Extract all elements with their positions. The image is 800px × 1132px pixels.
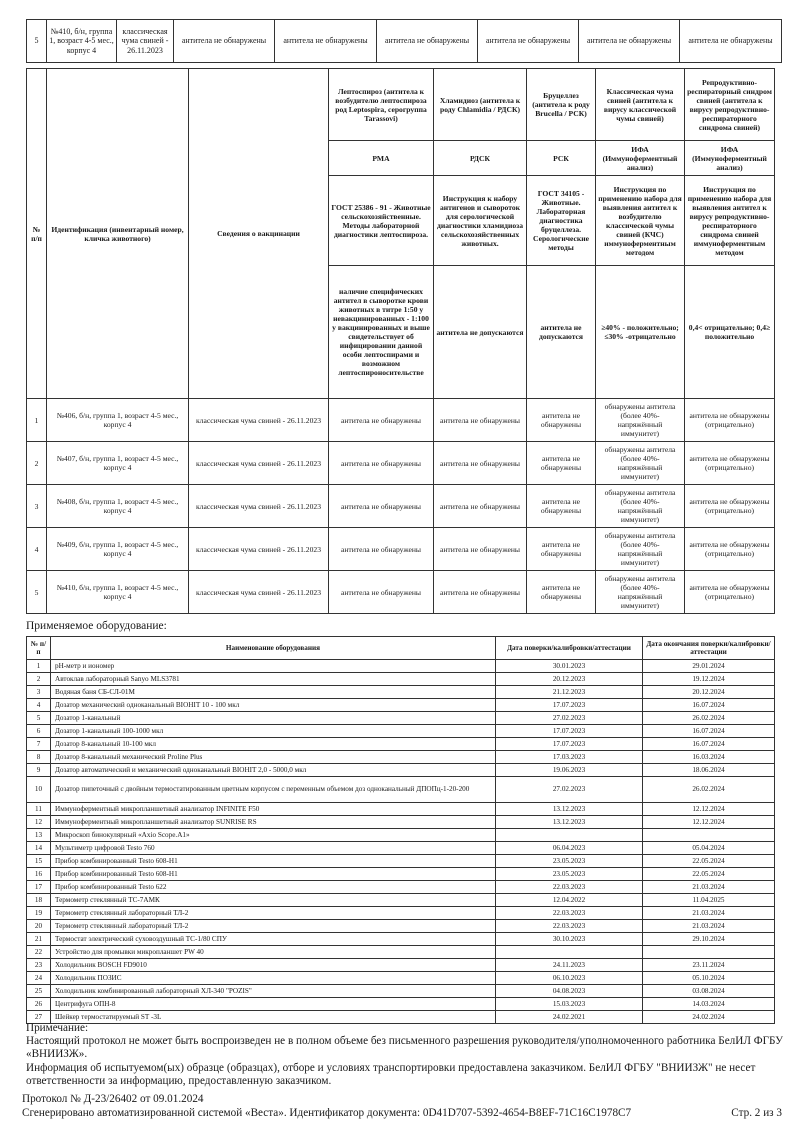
result-prrs: антитела не обнаружены (отрицательно): [685, 442, 775, 485]
date-check: 06.10.2023: [496, 972, 643, 985]
result-chlamydiosis: антитела не обнаружены: [434, 571, 527, 614]
result-csf: обнаружены антитела (более 40%- напряжённый иммунитет): [596, 485, 685, 528]
date-end: 16.07.2024: [643, 725, 775, 738]
header-equipment-name: Наименование оборудования: [51, 637, 496, 660]
table-row: [27, 855, 775, 868]
animal-id: №406, б/н, группа 1, возраст 4-5 мес., корпус 4: [47, 399, 189, 442]
vaccination-info: классическая чума свиней - 26.11.2023: [189, 528, 329, 571]
notes-section: [26, 1022, 786, 1088]
table-row: [27, 868, 775, 881]
date-end: 21.03.2024: [643, 907, 775, 920]
result-csf: обнаружены антитела (более 40%- напряжённый иммунитет): [596, 528, 685, 571]
row-number: 5: [27, 20, 47, 63]
row-number: 4: [27, 528, 47, 571]
result-brucellosis: антитела не обнаружены: [527, 442, 596, 485]
table-row: [27, 660, 775, 673]
equipment-name: Дозатор автоматический и механический одноканальный BIOHIT 2,0 - 5000,0 мкл: [51, 764, 496, 777]
animal-id: №407, б/н, группа 1, возраст 4-5 мес., корпус 4: [47, 442, 189, 485]
date-end: 22.05.2024: [643, 868, 775, 881]
row-number: 5: [27, 712, 51, 725]
result-cell: антитела не обнаружены: [174, 20, 275, 63]
equipment-table: [26, 636, 775, 1024]
result-leptospirosis: антитела не обнаружены: [329, 528, 434, 571]
result-chlamydiosis: антитела не обнаружены: [434, 485, 527, 528]
equipment-name: Дозатор 8-канальный механический Proline Plus: [51, 751, 496, 764]
table-row: [27, 751, 775, 764]
row-number: 10: [27, 777, 51, 803]
date-end: 29.01.2024: [643, 660, 775, 673]
table-row: [27, 738, 775, 751]
date-end: 14.03.2024: [643, 998, 775, 1011]
date-end: 29.10.2024: [643, 933, 775, 946]
row-number: 6: [27, 725, 51, 738]
table-row: [27, 725, 775, 738]
date-check: 23.05.2023: [496, 868, 643, 881]
table-row: [27, 528, 775, 571]
date-end: 12.12.2024: [643, 816, 775, 829]
equipment-name: Иммуноферментный микропланшетный анализатор SUNRISE RS: [51, 816, 496, 829]
row-number: 1: [27, 660, 51, 673]
animal-id: №408, б/н, группа 1, возраст 4-5 мес., корпус 4: [47, 485, 189, 528]
row-number: 21: [27, 933, 51, 946]
result-chlamydiosis: антитела не обнаружены: [434, 528, 527, 571]
result-cell: антитела не обнаружены: [478, 20, 579, 63]
header-disease: Классическая чума свиней (антитела к вирусу классической чумы свиней): [596, 69, 685, 141]
date-end: 21.03.2024: [643, 881, 775, 894]
protocol-number: Протокол № Д-23/26402 от 09.01.2024: [22, 1093, 204, 1105]
date-check: 27.02.2023: [496, 777, 643, 803]
table-row: [27, 673, 775, 686]
date-check: 24.02.2021: [496, 1011, 643, 1024]
equipment-name: Термостат электрический суховоздушный ТС-1/80 СПУ: [51, 933, 496, 946]
row-number: 18: [27, 894, 51, 907]
row-number: 1: [27, 399, 47, 442]
result-chlamydiosis: антитела не обнаружены: [434, 442, 527, 485]
date-check: 23.05.2023: [496, 855, 643, 868]
header-standard: Инструкция по применению набора для выявления антител к возбудителю классической чумы свиней (КЧС) иммуноферментным методом: [596, 176, 685, 266]
equipment-name: Холодильник BOSCH FD9010: [51, 959, 496, 972]
header-disease: Репродуктивно-респираторный синдром свиней (антитела к вирусу репродуктивно-респираторного синдрома свиней): [685, 69, 775, 141]
result-brucellosis: антитела не обнаружены: [527, 571, 596, 614]
row-number: 25: [27, 985, 51, 998]
date-end: 11.04.2025: [643, 894, 775, 907]
row-number: 22: [27, 946, 51, 959]
equipment-name: Холодильник ПОЗИС: [51, 972, 496, 985]
row-number: 15: [27, 855, 51, 868]
header-id: Идентификация (инвентарный номер, кличка животного): [47, 69, 189, 399]
table-row: [27, 829, 775, 842]
row-number: 12: [27, 816, 51, 829]
row-number: 9: [27, 764, 51, 777]
table-row: [27, 985, 775, 998]
result-chlamydiosis: антитела не обнаружены: [434, 399, 527, 442]
date-end: [643, 829, 775, 842]
date-end: 16.07.2024: [643, 738, 775, 751]
row-number: 16: [27, 868, 51, 881]
vaccination-info: классическая чума свиней - 26.11.2023: [189, 571, 329, 614]
date-end: 05.04.2024: [643, 842, 775, 855]
header-num: № п/п: [27, 69, 47, 399]
header-date-end: Дата окончания поверки/калибровки/аттестации: [643, 637, 775, 660]
equipment-name: Прибор комбинированный Testo 608-H1: [51, 855, 496, 868]
results-table: [26, 68, 775, 614]
header-disease: Бруцеллез (антитела к роду Brucella / РСК): [527, 69, 596, 141]
date-check: 20.12.2023: [496, 673, 643, 686]
equipment-header-row: [27, 637, 775, 660]
row-number: 17: [27, 881, 51, 894]
header-norm: 0,4< отрицательно; 0,4≥ положительно: [685, 266, 775, 399]
equipment-name: Устройство для промывки микропланшет PW 40: [51, 946, 496, 959]
date-end: 24.02.2024: [643, 1011, 775, 1024]
page-number: Стр. 2 из 3: [731, 1107, 782, 1119]
date-check: 22.03.2023: [496, 920, 643, 933]
header-disease: Лептоспироз (антитела к возбудителю лептоспироза род Leptospira, серогруппа Tarassovi): [329, 69, 434, 141]
table-row: [27, 686, 775, 699]
table-row: [27, 907, 775, 920]
page-footer: [22, 1107, 782, 1119]
table-row: [27, 946, 775, 959]
equipment-name: Дозатор механический одноканальный BIOHIT 10 - 100 мкл: [51, 699, 496, 712]
result-leptospirosis: антитела не обнаружены: [329, 485, 434, 528]
equipment-name: Дозатор 1-канальный 100-1000 мкл: [51, 725, 496, 738]
table-row: [27, 399, 775, 442]
table-row: [27, 764, 775, 777]
date-check: [496, 946, 643, 959]
date-check: 19.06.2023: [496, 764, 643, 777]
equipment-name: Иммуноферментный микропланшетный анализатор INFINITE F50: [51, 803, 496, 816]
table-row: [27, 803, 775, 816]
result-prrs: антитела не обнаружены (отрицательно): [685, 571, 775, 614]
table-row: [27, 485, 775, 528]
header-norm: антитела не допускаются: [527, 266, 596, 399]
date-end: [643, 946, 775, 959]
result-leptospirosis: антитела не обнаружены: [329, 399, 434, 442]
header-standard: Инструкция к набору антигенов и сывороток для серологической диагностики хламидиоза сельскохозяйственных животных.: [434, 176, 527, 266]
equipment-name: Термометр стеклянный лабораторный ТЛ-2: [51, 920, 496, 933]
row-number: 4: [27, 699, 51, 712]
header-disease: Хламидиоз (антитела к роду Chlamidia / РДСК): [434, 69, 527, 141]
header-method: РМА: [329, 141, 434, 176]
result-brucellosis: антитела не обнаружены: [527, 528, 596, 571]
row-number: 20: [27, 920, 51, 933]
date-check: 17.07.2023: [496, 725, 643, 738]
date-end: 26.02.2024: [643, 777, 775, 803]
date-check: 21.12.2023: [496, 686, 643, 699]
header-vaccination: Сведения о вакцинации: [189, 69, 329, 399]
date-check: 30.10.2023: [496, 933, 643, 946]
result-cell: антитела не обнаружены: [377, 20, 478, 63]
result-cell: антитела не обнаружены: [680, 20, 782, 63]
vaccination-info: классическая чума свиней - 26.11.2023: [117, 20, 174, 63]
date-end: 05.10.2024: [643, 972, 775, 985]
result-cell: антитела не обнаружены: [579, 20, 680, 63]
row-number: 2: [27, 673, 51, 686]
equipment-name: Термометр стеклянный ТС-7АМК: [51, 894, 496, 907]
row-number: 26: [27, 998, 51, 1011]
table-row: [27, 442, 775, 485]
row-number: 5: [27, 571, 47, 614]
row-number: 23: [27, 959, 51, 972]
date-end: 22.05.2024: [643, 855, 775, 868]
equipment-name: Дозатор пипеточный с двойным термостатированным цветным корпусом с переменным объемом доз одноканальный ДПОПц-1-20-200: [51, 777, 496, 803]
result-brucellosis: антитела не обнаружены: [527, 399, 596, 442]
date-end: 16.03.2024: [643, 751, 775, 764]
equipment-name: Прибор комбинированный Testo 608-H1: [51, 868, 496, 881]
result-brucellosis: антитела не обнаружены: [527, 485, 596, 528]
date-check: 06.04.2023: [496, 842, 643, 855]
header-norm: ≥40% - положительно; ≤30% -отрицательно: [596, 266, 685, 399]
date-check: 04.08.2023: [496, 985, 643, 998]
animal-id: №409, б/н, группа 1, возраст 4-5 мес., корпус 4: [47, 528, 189, 571]
notes-paragraph: Информация об испытуемом(ых) образце (образцах), отборе и условиях транспортировки предоставлена заказчиком. БелИЛ ФГБУ "ВНИИЗЖ" не несет ответственности за информацию, предоставленную заказчиком.: [26, 1061, 756, 1087]
date-end: 23.11.2024: [643, 959, 775, 972]
table-row: [27, 20, 782, 63]
animal-id: №410, б/н, группа 1, возраст 4-5 мес., корпус 4: [47, 20, 117, 63]
date-end: 26.02.2024: [643, 712, 775, 725]
table-row: [27, 842, 775, 855]
row-number: 11: [27, 803, 51, 816]
row-number: 3: [27, 686, 51, 699]
generated-by-text: Сгенерировано автоматизированной системой «Веста». Идентификатор документа: 0D41D707-5392-4654-B8EF-71C16C1978C7: [22, 1107, 632, 1119]
header-method: РДСК: [434, 141, 527, 176]
table-row: [27, 972, 775, 985]
table-row: [27, 712, 775, 725]
equipment-name: Шейкер термостатируемый ST -3L: [51, 1011, 496, 1024]
equipment-name: Дозатор 1-канальный: [51, 712, 496, 725]
equipment-name: pH-метр и иономер: [51, 660, 496, 673]
table-row: [27, 933, 775, 946]
row-number: 24: [27, 972, 51, 985]
vaccination-info: классическая чума свиней - 26.11.2023: [189, 485, 329, 528]
equipment-section-title: Применяемое оборудование:: [26, 620, 167, 632]
table-row: [27, 920, 775, 933]
date-check: 17.03.2023: [496, 751, 643, 764]
header-date-check: Дата поверки/калибровки/аттестации: [496, 637, 643, 660]
table-row: [27, 894, 775, 907]
date-check: 15.03.2023: [496, 998, 643, 1011]
equipment-name: Автоклав лабораторный Sanyo MLS3781: [51, 673, 496, 686]
date-check: 12.04.2022: [496, 894, 643, 907]
table-row: [27, 816, 775, 829]
header-norm: антитела не допускаются: [434, 266, 527, 399]
notes-paragraph: Настоящий протокол не может быть воспроизведен не в полном объеме без письменного разрешения руководителя/уполномоченного работника БелИЛ ФГБУ «ВНИИЗЖ».: [26, 1035, 783, 1061]
result-leptospirosis: антитела не обнаружены: [329, 571, 434, 614]
table-row: [27, 998, 775, 1011]
row-number: 3: [27, 485, 47, 528]
row-number: 8: [27, 751, 51, 764]
row-number: 19: [27, 907, 51, 920]
header-method: РСК: [527, 141, 596, 176]
date-end: 20.12.2024: [643, 686, 775, 699]
row-number: 2: [27, 442, 47, 485]
header-standard: Инструкция по применению набора для выявления антител к вирусу репродуктивно-респираторного синдрома свиней иммуноферментным методом: [685, 176, 775, 266]
row-number: 7: [27, 738, 51, 751]
result-prrs: антитела не обнаружены (отрицательно): [685, 528, 775, 571]
header-method: ИФА (Иммуноферментный анализ): [596, 141, 685, 176]
date-check: 13.12.2023: [496, 816, 643, 829]
date-end: 12.12.2024: [643, 803, 775, 816]
notes-title: Примечание:: [26, 1022, 89, 1034]
result-csf: обнаружены антитела (более 40%- напряжённый иммунитет): [596, 442, 685, 485]
result-cell: антитела не обнаружены: [275, 20, 377, 63]
table-row: [27, 777, 775, 803]
header-row-diseases: [27, 69, 775, 141]
header-standard: ГОСТ 34105 - Животные. Лабораторная диагностика бруцеллеза. Серологические методы: [527, 176, 596, 266]
date-check: 22.03.2023: [496, 881, 643, 894]
date-end: 18.06.2024: [643, 764, 775, 777]
date-check: 17.07.2023: [496, 699, 643, 712]
equipment-name: Центрифуга ОПН-8: [51, 998, 496, 1011]
table-row: [27, 959, 775, 972]
equipment-name: Холодильник комбинированный лабораторный ХЛ-340 "POZIS": [51, 985, 496, 998]
row-number: 14: [27, 842, 51, 855]
equipment-name: Мультиметр цифровой Testo 760: [51, 842, 496, 855]
vaccination-info: классическая чума свиней - 26.11.2023: [189, 399, 329, 442]
row-number: 27: [27, 1011, 51, 1024]
date-check: 30.01.2023: [496, 660, 643, 673]
header-norm: наличие специфических антител в сыворотке крови животных в титре 1:50 у невакцинированных - 1:100 у вакцинированных и выше свидетельствует об инфицировании данной особи лептоспирами и возможном лептоспироносительстве: [329, 266, 434, 399]
result-csf: обнаружены антитела (более 40%- напряжённый иммунитет): [596, 571, 685, 614]
row-number: 13: [27, 829, 51, 842]
date-check: [496, 829, 643, 842]
equipment-name: Микроскоп бинокулярный «Axio Scope.A1»: [51, 829, 496, 842]
equipment-name: Термометр стеклянный лабораторный ТЛ-2: [51, 907, 496, 920]
header-num: № п/п: [27, 637, 51, 660]
table-row: [27, 699, 775, 712]
table-row: [27, 571, 775, 614]
date-end: 19.12.2024: [643, 673, 775, 686]
equipment-name: Прибор комбинированный Testo 622: [51, 881, 496, 894]
result-leptospirosis: антитела не обнаружены: [329, 442, 434, 485]
date-check: 24.11.2023: [496, 959, 643, 972]
date-check: 22.03.2023: [496, 907, 643, 920]
date-end: 16.07.2024: [643, 699, 775, 712]
animal-id: №410, б/н, группа 1, возраст 4-5 мес., корпус 4: [47, 571, 189, 614]
date-check: 13.12.2023: [496, 803, 643, 816]
result-csf: обнаружены антитела (более 40%- напряжённый иммунитет): [596, 399, 685, 442]
date-check: 17.07.2023: [496, 738, 643, 751]
equipment-name: Дозатор 8-канальный 10-100 мкл: [51, 738, 496, 751]
header-standard: ГОСТ 25386 - 91 - Животные сельскохозяйственные. Методы лабораторной диагностики лептоспироза.: [329, 176, 434, 266]
result-prrs: антитела не обнаружены (отрицательно): [685, 485, 775, 528]
date-check: 27.02.2023: [496, 712, 643, 725]
table-row: [27, 881, 775, 894]
date-end: 21.03.2024: [643, 920, 775, 933]
results-table-continuation: [26, 19, 782, 63]
equipment-name: Водяная баня СБ-СЛ-01М: [51, 686, 496, 699]
header-method: ИФА (Иммуноферментный анализ): [685, 141, 775, 176]
vaccination-info: классическая чума свиней - 26.11.2023: [189, 442, 329, 485]
date-end: 03.08.2024: [643, 985, 775, 998]
result-prrs: антитела не обнаружены (отрицательно): [685, 399, 775, 442]
